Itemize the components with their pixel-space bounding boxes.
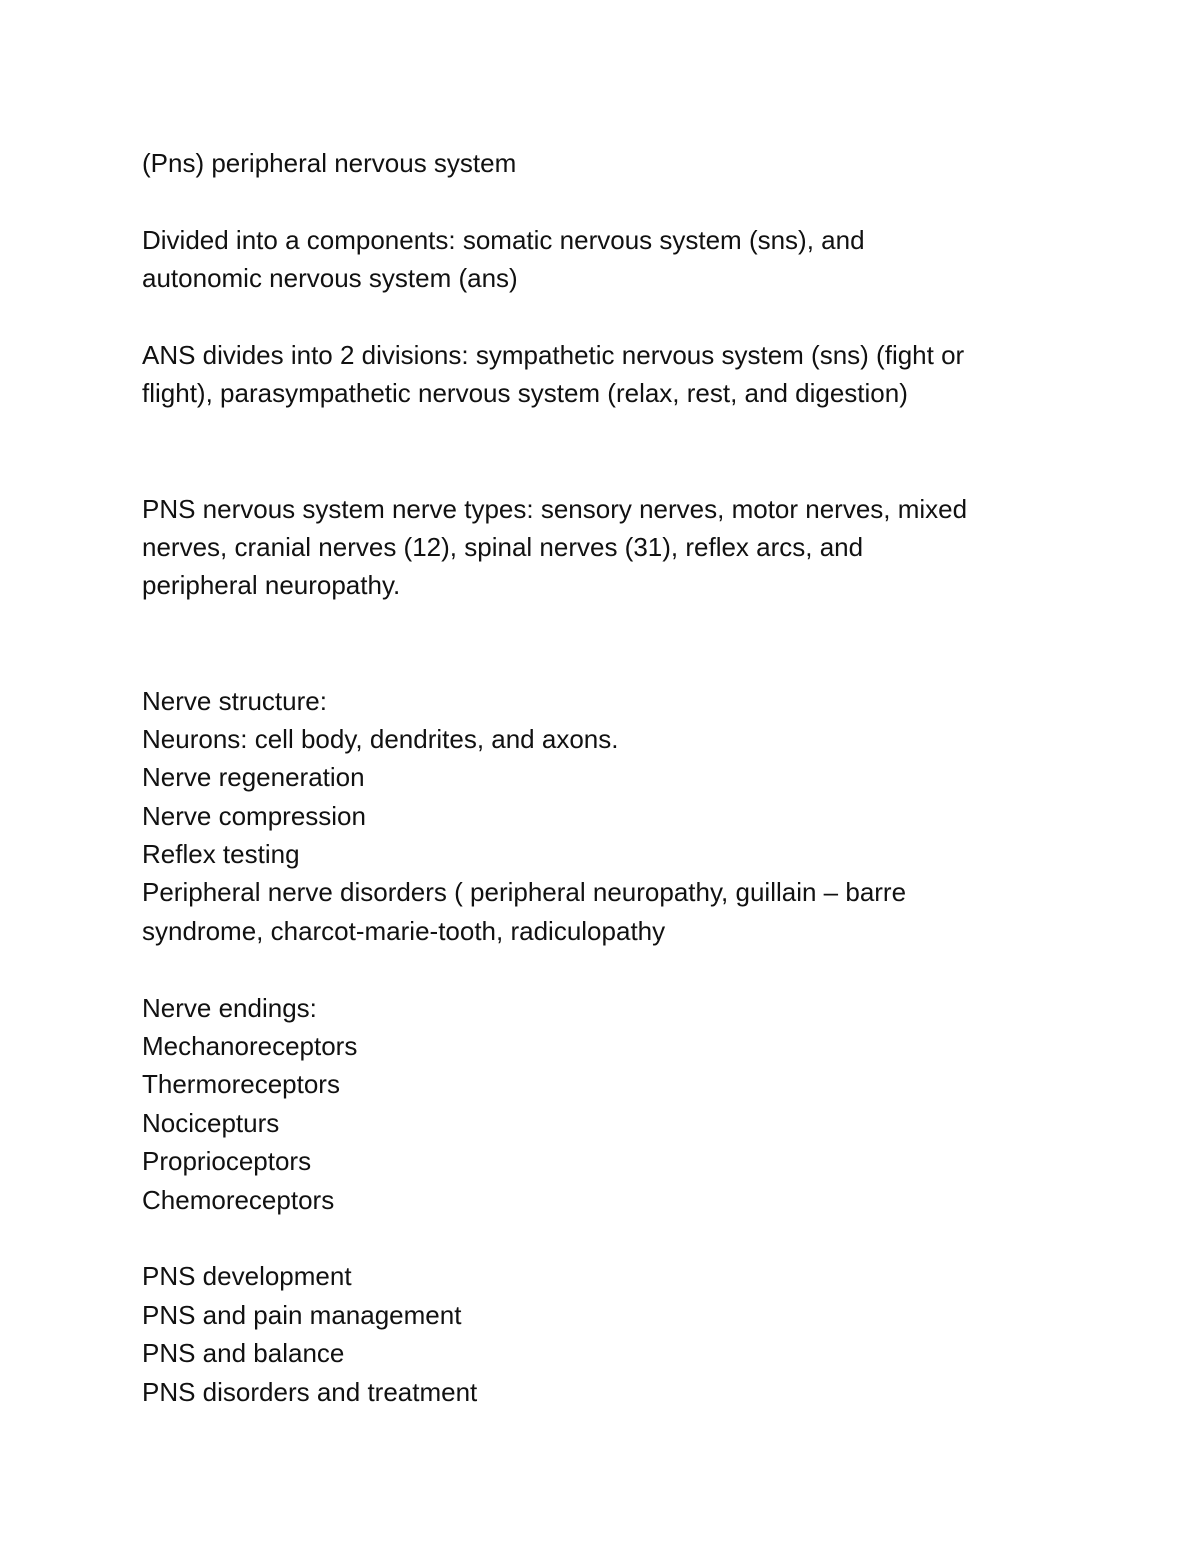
list-item: Proprioceptors	[142, 1146, 312, 1177]
list-item: syndrome, charcot-marie-tooth, radiculopathy	[142, 915, 666, 946]
nerve-types-paragraph	[142, 490, 1062, 605]
list-item: Thermoreceptors	[142, 1069, 340, 1100]
paragraph-line: peripheral neuropathy.	[142, 570, 401, 601]
paragraph-line: Divided into a components: somatic nervous system (sns), and	[142, 224, 865, 255]
list-item: Nocicepturs	[142, 1107, 280, 1138]
spacer	[142, 298, 1062, 336]
list-item: Chemoreceptors	[142, 1184, 335, 1215]
nerve-endings-list	[142, 989, 1062, 1219]
paragraph-line: ANS divides into 2 divisions: sympathetic nervous system (sns) (fight or	[142, 339, 965, 370]
document-page	[142, 144, 1062, 1411]
list-item: PNS and balance	[142, 1338, 345, 1369]
list-item: Nerve compression	[142, 800, 366, 831]
list-item: PNS disorders and treatment	[142, 1376, 478, 1407]
paragraph-line: nerves, cranial nerves (12), spinal nerves (31), reflex arcs, and	[142, 531, 864, 562]
document-title: (Pns) peripheral nervous system	[142, 148, 517, 178]
components-paragraph	[142, 221, 1062, 298]
nerve-structure-list	[142, 682, 1062, 951]
spacer	[142, 182, 1062, 220]
spacer	[142, 950, 1062, 988]
pns-topics-list	[142, 1257, 1062, 1411]
spacer	[142, 605, 1062, 682]
paragraph-line: flight), parasympathetic nervous system (relax, rest, and digestion)	[142, 378, 908, 409]
spacer	[142, 1219, 1062, 1257]
spacer	[142, 413, 1062, 490]
list-item: Nerve regeneration	[142, 762, 365, 793]
list-item: PNS and pain management	[142, 1299, 462, 1330]
list-item: Reflex testing	[142, 839, 300, 870]
ans-divisions-paragraph	[142, 336, 1062, 413]
list-item: PNS development	[142, 1261, 352, 1292]
paragraph-line: autonomic nervous system (ans)	[142, 263, 518, 294]
list-item: Mechanoreceptors	[142, 1031, 358, 1062]
section-heading: Nerve structure:	[142, 685, 327, 716]
paragraph-line: PNS nervous system nerve types: sensory nerves, motor nerves, mixed	[142, 493, 968, 524]
list-item: Peripheral nerve disorders ( peripheral neuropathy, guillain – barre	[142, 877, 907, 908]
list-item: Neurons: cell body, dendrites, and axons.	[142, 723, 619, 754]
section-heading: Nerve endings:	[142, 992, 317, 1023]
